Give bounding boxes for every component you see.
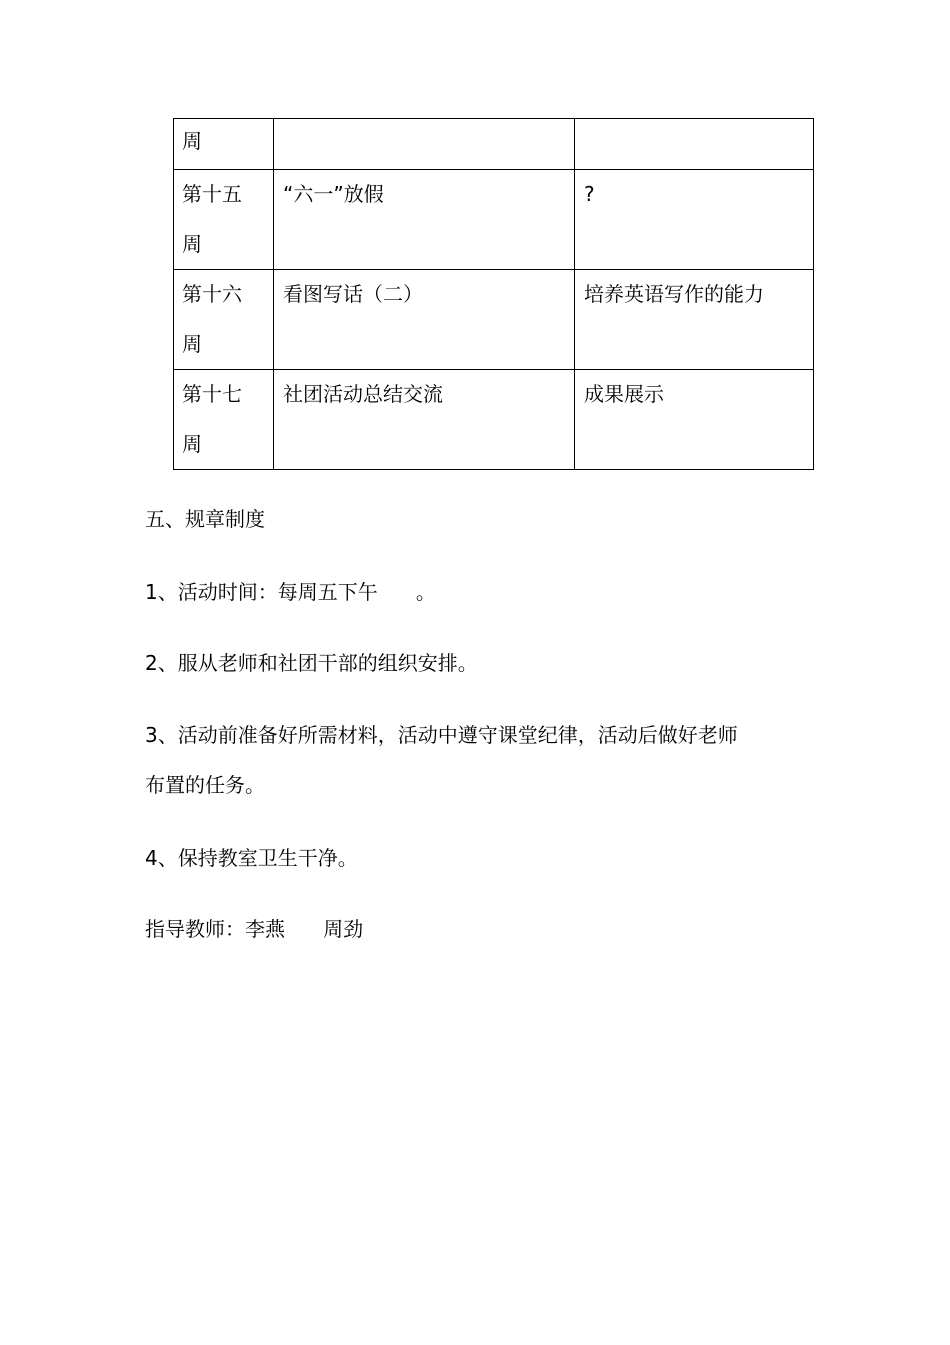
week-cell <box>174 119 274 170</box>
week-label: 第十六 <box>182 282 242 306</box>
week-label-suffix: 周 <box>182 232 202 256</box>
activity-cell <box>274 170 575 270</box>
goal-cell <box>575 119 814 170</box>
week-cell <box>174 370 274 470</box>
activity-cell <box>274 370 575 470</box>
teacher-names: 指导教师：李燕 周劲 <box>145 917 364 941</box>
goal-cell <box>575 370 814 470</box>
activity-text: “六一”放假 <box>283 182 384 206</box>
rule-item-3-line-1: 3、活动前准备好所需材料，活动中遵守课堂纪律，活动后做好老师 <box>145 723 738 747</box>
rule-item-3-line-2: 布置的任务。 <box>145 773 265 797</box>
activity-cell <box>274 270 575 370</box>
goal-text: 培养英语写作的能力 <box>584 282 764 306</box>
goal-text: 成果展示 <box>584 382 664 406</box>
goal-cell <box>575 170 814 270</box>
section-heading: 五、规章制度 <box>145 507 265 531</box>
activity-cell <box>274 119 575 170</box>
rule-item-4: 4、保持教室卫生干净。 <box>145 846 358 870</box>
schedule-table <box>173 118 814 470</box>
goal-text: ? <box>584 182 595 206</box>
table-row <box>174 170 814 270</box>
activity-text: 社团活动总结交流 <box>283 382 443 406</box>
rule-item-2: 2、服从老师和社团干部的组织安排。 <box>145 651 478 675</box>
table-row <box>174 270 814 370</box>
goal-text <box>575 119 813 135</box>
week-label: 周 <box>182 129 202 153</box>
rule-item-1: 1、活动时间：每周五下午 。 <box>145 580 436 604</box>
table-row <box>174 119 814 170</box>
week-label: 第十五 <box>182 182 242 206</box>
activity-text: 看图写话（二） <box>283 282 423 306</box>
week-label-suffix: 周 <box>182 332 202 356</box>
week-cell <box>174 170 274 270</box>
week-cell <box>174 270 274 370</box>
activity-text <box>274 119 574 135</box>
table-row <box>174 370 814 470</box>
week-label: 第十七 <box>182 382 242 406</box>
week-label-suffix: 周 <box>182 432 202 456</box>
goal-cell <box>575 270 814 370</box>
